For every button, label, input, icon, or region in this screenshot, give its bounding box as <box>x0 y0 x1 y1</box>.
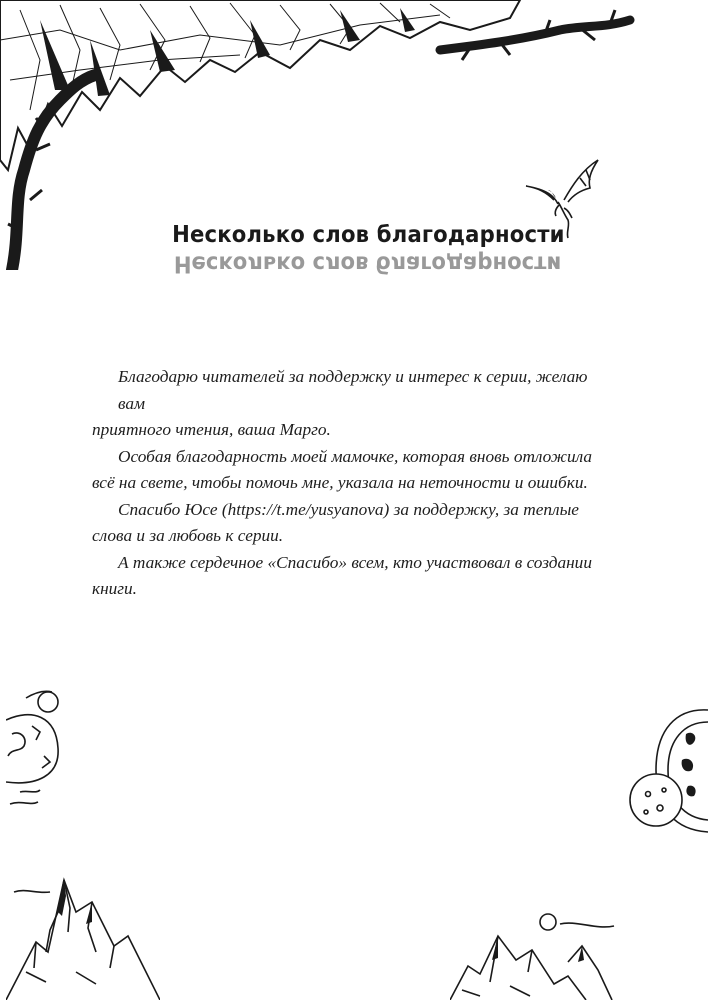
paragraph-1 <box>92 364 606 444</box>
paragraph-4 <box>92 550 606 603</box>
paragraph-line: приятного чтения, ваша Марго. <box>92 420 331 439</box>
paragraph-line: Благодарю читателей за поддержку и интерес к серии, желаю вам <box>118 367 588 413</box>
title-reflection: Несколько слов благодарности <box>174 250 562 277</box>
planets-icon <box>626 700 708 840</box>
paragraph-line: слова и за любовь к серии. <box>92 526 284 545</box>
paragraph-line: Особая благодарность моей мамочке, которая вновь отложила <box>118 446 592 466</box>
paragraph-line: Спасибо Юсе (https://t.me/yusyanova) за поддержку, за теплые <box>118 499 579 519</box>
paragraph-3 <box>92 497 606 550</box>
planet-icon <box>6 686 68 812</box>
acknowledgements-text <box>92 364 606 603</box>
title-reflection-wrap <box>0 248 708 278</box>
heading-block <box>0 222 708 278</box>
paragraph-line: всё на свете, чтобы помочь мне, указала на неточности и ошибки. <box>92 473 588 492</box>
paragraph-2 <box>92 444 606 497</box>
mountains-moon-illustration <box>450 906 620 1000</box>
paragraph-line: А также сердечное «Спасибо» всем, кто участвовал в создании <box>118 552 592 572</box>
paragraph-line: книги. <box>92 579 138 598</box>
mountains-illustration <box>6 872 160 1000</box>
page-title: Несколько слов благодарности <box>171 222 565 248</box>
